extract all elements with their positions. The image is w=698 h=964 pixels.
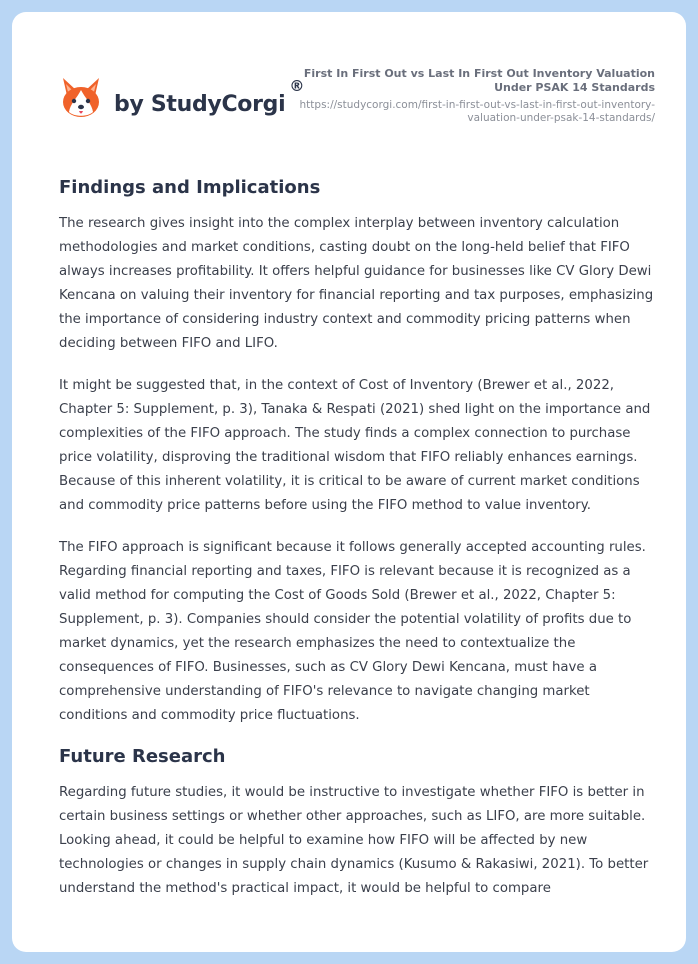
brand-name: by StudyCorgi: [114, 91, 286, 117]
corgi-head-icon: [60, 76, 102, 120]
page-header: [12, 12, 686, 162]
paragraph: The FIFO approach is significant because it follows generally accepted accounting rules. Regarding financial reporting and taxes, FIFO is relevant because it is recognized as a valid method for computing the Cost of Goods Sold (Brewer et al., 2022, Chapter 5: Supplement, p. 3). Companies should consider the potential volatility of profits due to market dynamics, yet the research emphasizes the need to contextualize the consequences of FIFO. Businesses, such as CV Glory Dewi Kencana, must have a comprehensive understanding of FIFO's relevance to navigate changing market conditions and commodity price fluctuations.: [59, 540, 646, 723]
document-body: [59, 175, 659, 901]
document-url[interactable]: https://studycorgi.com/first-in-first-out-vs-last-in-first-out-inventory-valuation-under-psak-14-standards/: [299, 99, 655, 124]
paragraph: The research gives insight into the complex interplay between inventory calculation methodologies and market conditions, casting doubt on the long-held belief that FIFO always increases profitability. It offers helpful guidance for businesses like CV Glory Dewi Kencana on valuing their inventory for financial reporting and tax purposes, emphasizing the importance of considering industry context and commodity pricing patterns when deciding between FIFO and LIFO.: [59, 216, 654, 351]
section-heading-findings: Findings and Implications: [59, 177, 321, 198]
document-meta: [295, 67, 655, 125]
paragraph: Regarding future studies, it would be instructive to investigate whether FIFO is better in certain business settings or whether other approaches, such as LIFO, are more suitable. Looking ahead, it could be helpful to examine how FIFO will be affected by new technologies or changes in supply chain dynamics (Kusumo & Rakasiwi, 2021). To better understand the method's practical impact, it would be helpful to compare: [59, 785, 649, 896]
paragraph: It might be suggested that, in the context of Cost of Inventory (Brewer et al., 2022, Chapter 5: Supplement, p. 3), Tanaka & Respati (2021) shed light on the importance and complexities of the FIFO approach. The study finds a complex connection to purchase price volatility, disproving the traditional wisdom that FIFO reliably enhances earnings. Because of this inherent volatility, it is critical to be aware of current market conditions and commodity price patterns before using the FIFO method to value inventory.: [59, 378, 651, 513]
document-page: [12, 12, 686, 952]
document-title: First In First Out vs Last In First Out Inventory Valuation Under PSAK 14 Standards: [303, 67, 655, 94]
section-heading-future-research: Future Research: [59, 746, 226, 767]
registered-mark: ®: [289, 77, 305, 95]
studycorgi-logo[interactable]: [60, 76, 304, 120]
